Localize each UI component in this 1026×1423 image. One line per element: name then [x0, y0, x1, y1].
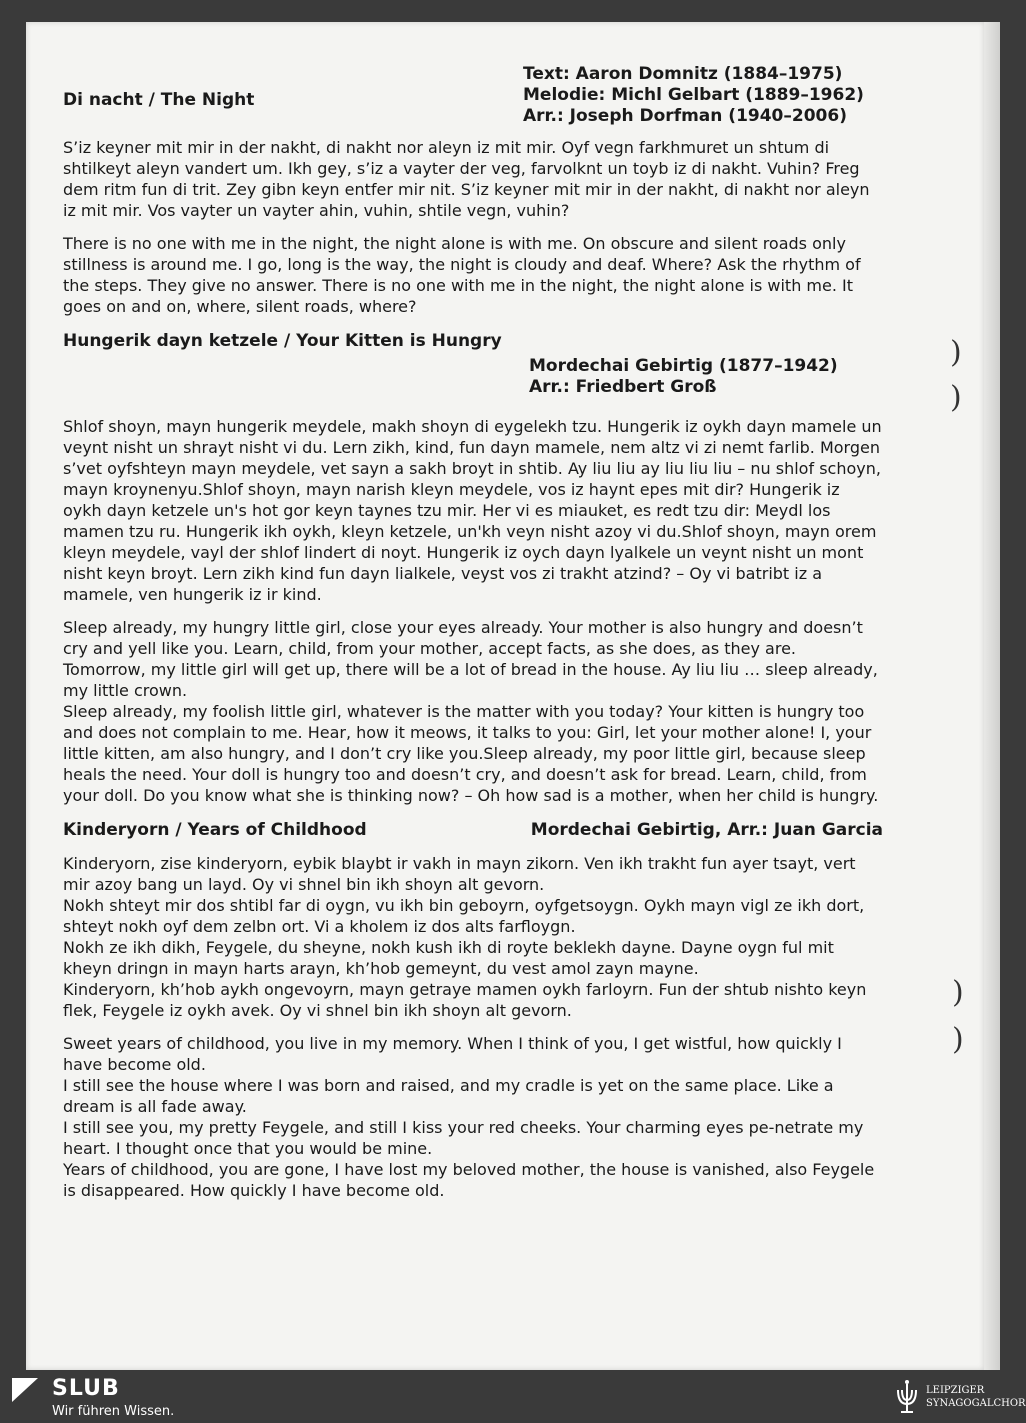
- english-translation: Sleep already, my foolish little girl, whatever is the matter with you today? Your kitten is hungry too and does not complain to me. Hear, how it meows, it talks to you: Girl, let your mother alone! I, your little kitten, am also hungry, and I don’t cry like you.Sleep already, my poor little girl, because sleep heals the need. Your doll is hungry too and doesn’t cry, and doesn’t ask for bread. Learn, child, from your doll. Do you know what she is thinking now? – Oh how sad is a mother, when her child is hungry.: [63, 702, 879, 805]
- song-header: [63, 64, 883, 127]
- document-body: [63, 64, 883, 1213]
- song-header: [63, 820, 883, 841]
- song-title: Hungerik dayn ketzele / Your Kitten is Hungry: [63, 331, 502, 351]
- menorah-icon: [892, 1378, 922, 1416]
- translation-verse: Sweet years of childhood, you live in my memory. When I think of you, I get wistful, how quickly I have become old.: [63, 1034, 842, 1074]
- song-title: Kinderyorn / Years of Childhood: [63, 820, 367, 840]
- partner-logo-text: [926, 1384, 1026, 1410]
- credit-line: Melodie: Michl Gelbart (1889–1962): [523, 85, 864, 105]
- binding-mark: ): [950, 335, 962, 370]
- translation-verse: Years of childhood, you are gone, I have lost my beloved mother, the house is vanished, also Feygele is disappeared. How quickly I have become old.: [63, 1160, 875, 1200]
- lyric-verse: Nokh shteyt mir dos shtibl far di oygn, vu ikh bin geboyrn, oyfgetsoygn. Oykh mayn vigl ze ikh dort, shteyt nokh oyf dem zelbn ort. Vi a kholem iz dos alts farfloygn.: [63, 896, 865, 936]
- credit-line: Text: Aaron Domnitz (1884–1975): [523, 64, 843, 84]
- lyric-verse: Kinderyorn, kh’hob aykh ongevoyrn, mayn getraye mamen oykh farloyrn. Fun der shtub nishto keyn flek, Feygele iz oykh avek. Oy vi shnel bin ikh shoyn alt gevorn.: [63, 980, 867, 1020]
- footer-bar: [0, 1370, 1026, 1423]
- binding-mark: ): [950, 380, 962, 415]
- binding-mark: ): [952, 975, 964, 1010]
- translation-verse: I still see the house where I was born and raised, and my cradle is yet on the same place. Like a dream is all fade away.: [63, 1076, 834, 1116]
- translation-verse: I still see you, my pretty Feygele, and still I kiss your red cheeks. Your charming eyes pe-netrate my heart. I thought once that you would be mine.: [63, 1118, 864, 1158]
- lyric-verse: Kinderyorn, zise kinderyorn, eybik blaybt ir vakh in mayn zikorn. Ven ikh trakht fun ayer tsayt, vert mir azoy bang un layd. Oy vi shnel bin ikh shoyn alt gevorn.: [63, 854, 856, 894]
- binding-mark: ): [952, 1022, 964, 1057]
- brand-tagline: Wir führen Wissen.: [52, 1404, 175, 1419]
- song-credits: [523, 64, 883, 127]
- slub-logo-icon: [12, 1378, 38, 1402]
- english-translation: There is no one with me in the night, the night alone is with me. On obscure and silent roads only stillness is around me. I go, long is the way, the night is cloudy and deaf. Where? Ask the rhythm of the steps. They give no answer. There is no one with me in the night, the night alone is with me. It goes on and on, where, silent roads, where?: [63, 234, 861, 316]
- yiddish-lyrics: S’iz keyner mit mir in der nakht, di nakht nor aleyn iz mit mir. Oyf vegn farkhmuret un shtum di shtilkeyt aleyn vandert um. Ikh gey, s’iz a vayter der veg, farvolknt un toyb iz di nakht. Vuhin? Freg dem ritm fun di trit. Zey gibn keyn entfer mir nit. S’iz keyner mit mir in der nakht, di nakht nor aleyn iz mit mir. Vos vayter un vayter ahin, vuhin, shtile vegn, vuhin?: [63, 138, 870, 220]
- yiddish-lyrics: Shlof shoyn, mayn hungerik meydele, makh shoyn di eygelekh tzu. Hungerik iz oykh dayn mamele un veynt nisht un shrayt nisht vi du. Lern zikh, kind, fun dayn mamele, nem altz vi zi nemt farlib. Morgen s’vet oyfshteyn mayn meydele, vet sayn a sakh broyt in shtib. Ay liu liu ay liu liu liu – nu shlof schoyn, mayn kroynenyu.Shlof shoyn, mayn narish kleyn meydele, vos iz haynt epes mit dir? Hungerik iz oykh dayn ketzele un's hot gor keyn taynes tzu mir. Her vi es miauket, es redt tzu dir: Meydl los mamen tzu ru. Hungerik ikh oykh, kleyn ketzele, un'kh veyn nisht azoy vi du.Shlof shoyn, mayn orem kleyn meydele, vayl der shlof lindert di noyt. Hungerik iz oych dayn lyalkele un veynt nisht un mont nisht keyn broyt. Lern zikh kind fun dayn lialkele, veyst vos zi trakht atzind? – Oy vi batribt iz a mamele, ven hungerik iz ir kind.: [63, 417, 882, 604]
- partner-line: SYNAGOGALCHOR: [926, 1398, 1026, 1409]
- credit-line: Mordechai Gebirtig (1877–1942): [529, 356, 838, 376]
- english-translation: [63, 1033, 883, 1201]
- lyric-verse: Nokh ze ikh dikh, Feygele, du sheyne, nokh kush ikh di royte beklekh dayne. Dayne oygn ful mit kheyn dringn in mayn harts arayn, kh’hob gemeynt, du vest amol zayn mayne.: [63, 938, 834, 978]
- partner-line: LEIPZIGER: [926, 1385, 985, 1396]
- brand-name: SLUB: [52, 1376, 120, 1401]
- song-credits: Mordechai Gebirtig, Arr.: Juan Garcia: [530, 820, 883, 840]
- credit-line: Arr.: Friedbert Groß: [529, 377, 717, 397]
- song-title: Di nacht / The Night: [63, 90, 255, 110]
- song-credits: [529, 356, 883, 398]
- yiddish-lyrics: [63, 853, 883, 1021]
- page-edge: [984, 22, 1000, 1370]
- english-translation: Sleep already, my hungry little girl, close your eyes already. Your mother is also hungry and doesn’t cry and yell like you. Learn, child, from your mother, accept facts, as she does, as they are. Tomorrow, my little girl will get up, there will be a lot of bread in the house. Ay liu liu … sleep already, my little crown.: [63, 618, 878, 700]
- credit-line: Arr.: Joseph Dorfman (1940–2006): [523, 106, 847, 126]
